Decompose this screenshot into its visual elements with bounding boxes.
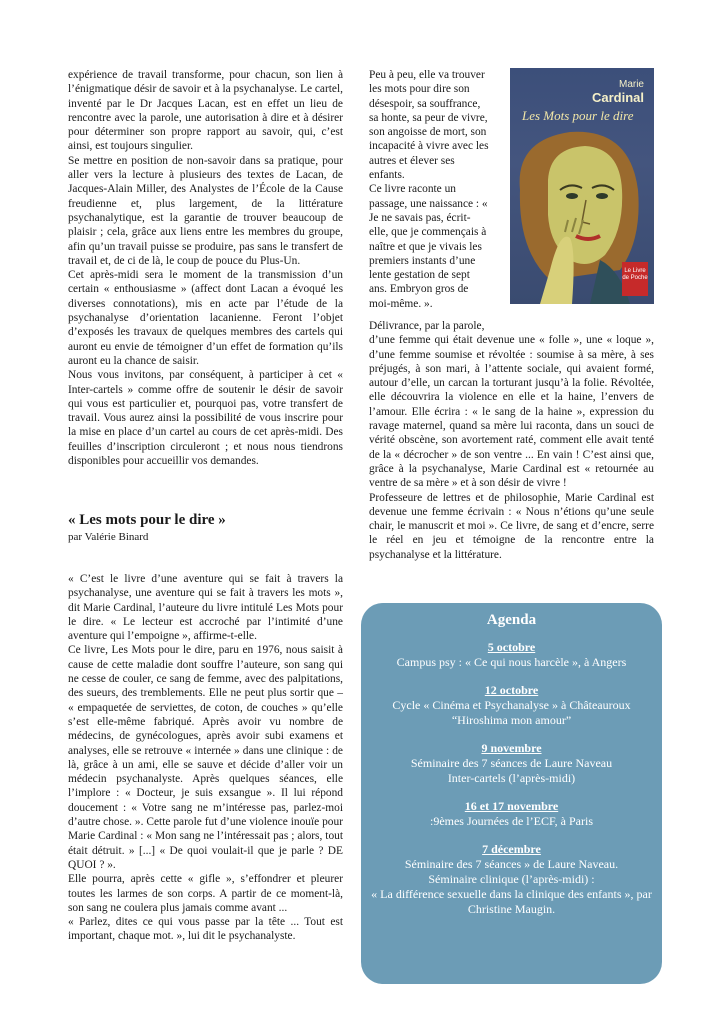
cover-author-last: Cardinal: [591, 90, 644, 105]
paragraph: expérience de travail transforme, pour chacun, son lien à l’énigmatique désir de savoir et à la psychanalyse. Le cartel, inventé par le Dr Jacques Lacan, est en effet un lieu de rencontre avec la parole, une autorisation à dire et à désirer pour déterminer son propre rapport au savoir, qui, c’est ainsi, est toujours singulier.: [68, 69, 343, 153]
agenda-item: [361, 640, 662, 670]
cover-author-first: Marie: [618, 79, 644, 90]
agenda-item: [361, 799, 662, 829]
agenda-detail: “Hiroshima mon amour”: [451, 713, 572, 727]
cover-title: Les Mots pour le dire: [522, 108, 634, 123]
agenda-date: 12 octobre: [484, 683, 539, 697]
agenda-date: 16 et 17 novembre: [464, 799, 559, 813]
agenda-detail: Cycle « Cinéma et Psychanalyse » à Châteauroux: [392, 698, 631, 712]
article-column-left: [68, 572, 343, 944]
agenda-title: Agenda: [486, 612, 537, 628]
paragraph: Nous vous invitons, par conséquent, à participer à cet « Inter-cartels » comme offre de soutenir le désir de savoir qui vous est particulier et, pourquoi pas, votre transfert de travail. Vous aurez ainsi la possibilité de vous inscrire pour la mise en place d’un cartel au cours de cet après-midi. Des feuilles d’inscription circuleront ; et nous nous tiendrons disponibles pour accueillir vos demandes.: [68, 369, 343, 468]
paragraph: Cet après-midi sera le moment de la transmission d’un certain « enthousiasme » (affect dont Lacan a évoqué les diverses connotations), mis en acte par l’étude de la psychanalyse d’orientation lacanienne. Feront l’objet d’exposés les travaux de quelques membres des cartels qui auront eu envie de témoigner d’un effet de formation qu’ils auront eu la chance de saisir.: [68, 269, 343, 367]
paragraph: « Parlez, dites ce qui vous passe par la tête ... Tout est important, chaque mot. », lui dit le psychanalyste.: [68, 916, 343, 943]
paragraph: d’une femme qui était devenue une « folle », une « loque », d’une femme soumise et révoltée : soumise à sa mère, à ses préjugés, à son mari, à l’attente sociale, qui avaient formé, autour d’elle, un carcan la torturant jusqu’à la folie. Révoltée, elle découvrira la violence en elle et la haine, l’envers de l’amour. Elle écrira : « le sang de la haine », expression du ravage maternel, quand sa mère lui raconta, dans un souci de vérité obscène, son avortement raté, comment elle avait tenté de la « décrocher » de son ventre ... En vain ! C’est ainsi que, grâce à la psychanalyse, Marie Cardinal est « retournée au ventre de sa mère » et à son désir de vivre !: [369, 334, 654, 490]
article-author: par Valérie Binard: [68, 531, 149, 543]
agenda-item: [361, 683, 662, 728]
paragraph: « C’est le livre d’une aventure qui se fait à travers la psychanalyse, une aventure qui se fait à travers les mots », dit Marie Cardinal, l’auteure du livre intitulé Les Mots pour le dire. « Le lecteur est accroché par l’intimité d’une aventure qui l’empoigne », affirme-t-elle.: [68, 573, 343, 643]
agenda-detail: Inter-cartels (l’après-midi): [447, 771, 576, 785]
article-title: « Les mots pour le dire »: [68, 512, 226, 528]
publisher-logo: [622, 262, 648, 296]
agenda-date: 5 octobre: [487, 640, 536, 654]
article-column-right: [369, 319, 654, 562]
article-column-right-narrow: [369, 68, 489, 311]
agenda-detail: Campus psy : « Ce qui nous harcèle », à Angers: [396, 655, 627, 669]
agenda-item: [361, 842, 662, 917]
agenda-detail: :9èmes Journées de l’ECF, à Paris: [429, 814, 593, 828]
agenda-detail: Séminaire des 7 séances de Laure Naveau: [410, 756, 613, 770]
agenda-date: 7 décembre: [482, 842, 541, 856]
paragraph: Ce livre, Les Mots pour le dire, paru en 1976, nous saisit à cause de cette maladie dont souffre l’auteure, son sang qui ne cesse de couler, ce sang de femme, avec des palpitations, des sueurs, des tremblements. Elle ne peut plus sortir que – « empaquetée de serviettes, de coton, de couches » qu’elle s’est elle-même fabriqué. Après avoir vu nombre de médecins, de gynécologues, après avoir subi examens et analyses, elle se retrouve « internée » dans une clinique : de là, grâce à un ami, elle se sauve et décide d’aller voir un médecin psychanalyste. Après quelques séances, elle l’implore : « Docteur, je suis exsangue ». Il lui répond doucement : « Votre sang ne m’intéresse pas, parlez-moi d’autre chose. ». Cette parole fut d’une violence inouïe pour Marie Cardinal : « Mon sang ne l’intéressait pas ; alors, tout était détruit. » [...] « De quoi voulait-il que je parle ? DE QUOI ? ».: [68, 644, 343, 871]
paragraph: Se mettre en position de non-savoir dans sa pratique, pour aller vers la lecture à plusieurs des textes de Lacan, de Jacques-Alain Miller, des Analystes de l’École de la Cause freudienne et, plus largement, de la littérature psychanalytique, est la garantie de trouver beaucoup de plaisir ; cela, grâce aux liens entre les membres du groupe, afin qu’un travail puisse se produire, pas sans le transfert de travail et, de ci de là, le coup de pouce du Plus-Un.: [68, 154, 343, 267]
cover-author: [592, 78, 644, 104]
publisher-logo-text: Le Livre de Poche: [622, 268, 648, 281]
paragraph: Peu à peu, elle va trouver les mots pour dire son désespoir, sa souffrance, sa honte, sa peur de vivre, son angoisse de mort, son incapacité à vivre avec les autres et élever ses enfants.: [369, 69, 489, 182]
paragraph: Délivrance, par la parole,: [369, 320, 485, 332]
agenda-box: [361, 603, 662, 984]
book-cover-image: [510, 68, 654, 304]
agenda-detail: Séminaire des 7 séances » de Laure Naveau.: [404, 857, 619, 871]
agenda-date: 9 novembre: [481, 741, 542, 755]
paragraph: Elle pourra, après cette « gifle », s’effondrer et pleurer toutes les larmes de son corps. A partir de ce moment-là, son sang ne coulera plus jamais comme avant ...: [68, 873, 343, 914]
paragraph: Ce livre raconte un passage, une naissance : « Je ne savais pas, écrit-elle, que je commençais à naître et que je vivais les premiers instants d’une lente gestation de sept ans. Embryon gros de moi-même. ».: [369, 183, 488, 310]
agenda-item: [361, 741, 662, 786]
agenda-detail: Séminaire clinique (l’après-midi) :: [428, 872, 595, 886]
intro-column: [68, 68, 343, 468]
agenda-detail: « La différence sexuelle dans la clinique des enfants », par Christine Maugin.: [371, 887, 652, 916]
paragraph: Professeure de lettres et de philosophie, Marie Cardinal est devenue une femme écrivain : « Nous n’étions qu’une seule chair, le manuscrit et moi ». Ce livre, de sang et d’encre, serre le réel en jeu et témoigne de la rencontre entre la psychanalyse et la littérature.: [369, 491, 654, 561]
